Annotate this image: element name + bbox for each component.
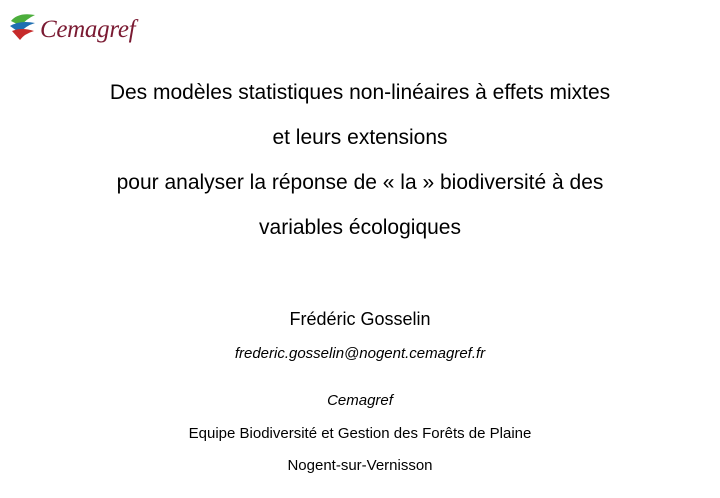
presentation-title (0, 70, 720, 250)
logo-text: Cemagref (40, 15, 136, 43)
organization-name: Cemagref (327, 392, 393, 409)
team-name: Equipe Biodiversité et Gestion des Forêts de Plaine (188, 425, 532, 442)
cemagref-logo-icon (8, 11, 38, 41)
title-line-3: pour analyser la réponse de « la » biodiversité à des (116, 171, 604, 194)
author-name: Frédéric Gosselin (289, 309, 431, 329)
cemagref-logo (8, 8, 135, 44)
title-line-2: et leurs extensions (272, 126, 448, 149)
title-line-4: variables écologiques (259, 216, 461, 239)
location-name: Nogent-sur-Vernisson (287, 457, 433, 474)
title-line-1: Des modèles statistiques non-linéaires à effets mixtes (109, 81, 611, 104)
author-email: frederic.gosselin@nogent.cemagref.fr (234, 345, 486, 362)
